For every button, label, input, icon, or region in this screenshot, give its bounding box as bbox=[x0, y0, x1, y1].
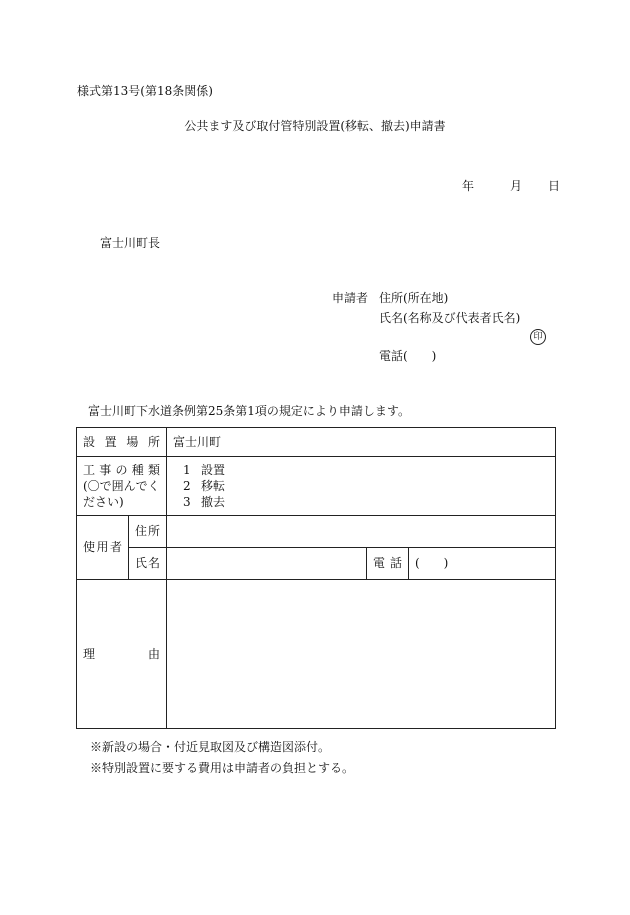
user-name-label-cell bbox=[129, 548, 167, 580]
user-address-field[interactable] bbox=[167, 516, 556, 548]
option-num: 1 bbox=[183, 462, 191, 477]
location-label-cell bbox=[77, 428, 167, 457]
location-label: 設 置 場 所 bbox=[83, 434, 160, 449]
date-line bbox=[462, 180, 560, 192]
location-value: 富士川町 bbox=[167, 428, 556, 457]
table-row-reason bbox=[77, 580, 556, 729]
date-year: 年 bbox=[462, 179, 475, 193]
work-type-options bbox=[167, 457, 556, 516]
user-label: 使 用 者 bbox=[83, 540, 122, 555]
document-title: 公共ます及び取付管特別設置(移転、撤去)申請書 bbox=[184, 119, 446, 133]
addressee: 富士川町長 bbox=[100, 236, 161, 250]
work-type-label-cell bbox=[77, 457, 167, 516]
table-row-user-address bbox=[77, 516, 556, 548]
user-address-label-cell bbox=[129, 516, 167, 548]
table-row-user-name bbox=[77, 548, 556, 580]
reason-label-2: 由 bbox=[147, 646, 160, 661]
option-num: 2 bbox=[183, 478, 191, 493]
reason-label-1: 理 bbox=[83, 646, 96, 661]
option-label: 設置 bbox=[201, 462, 226, 477]
user-phone-label: 電 話 bbox=[373, 556, 402, 571]
applicant-phone-label: 電話( ) bbox=[379, 349, 437, 363]
intro-text: 富士川町下水道条例第25条第1項の規定により申請します。 bbox=[88, 404, 410, 418]
work-type-note-2: ださい) bbox=[83, 495, 124, 510]
option-remove[interactable] bbox=[183, 494, 549, 510]
application-table bbox=[76, 427, 556, 729]
option-relocate[interactable] bbox=[183, 478, 549, 494]
note-cost: ※特別設置に要する費用は申請者の負担とする。 bbox=[90, 761, 355, 775]
user-label-cell bbox=[77, 516, 129, 580]
user-name-label: 氏 名 bbox=[135, 556, 160, 571]
seal-mark: 印 bbox=[530, 329, 546, 345]
applicant-address-label: 住所(所在地) bbox=[379, 291, 449, 305]
date-month: 月 bbox=[510, 179, 523, 193]
option-label: 移転 bbox=[201, 478, 226, 493]
applicant-name-label: 氏名(名称及び代表者氏名) bbox=[379, 311, 521, 325]
reason-label bbox=[83, 646, 160, 662]
user-phone-label-cell bbox=[367, 548, 409, 580]
option-num: 3 bbox=[183, 495, 191, 510]
form-number: 様式第13号(第18条関係) bbox=[77, 84, 213, 98]
reason-label-cell bbox=[77, 580, 167, 729]
reason-field[interactable] bbox=[167, 580, 556, 729]
work-type-label: 工 事 の 種 類 bbox=[83, 462, 160, 477]
work-type-note-1: (〇で囲んでく bbox=[83, 478, 160, 493]
date-day: 日 bbox=[548, 179, 561, 193]
note-attachment: ※新設の場合・付近見取図及び構造図添付。 bbox=[90, 740, 331, 754]
option-install[interactable] bbox=[183, 462, 549, 478]
table-row-work-type bbox=[77, 457, 556, 516]
option-label: 撤去 bbox=[201, 495, 226, 510]
user-phone-field[interactable]: ( ) bbox=[409, 548, 556, 580]
user-name-field[interactable] bbox=[167, 548, 367, 580]
table-row-location bbox=[77, 428, 556, 457]
user-address-label: 住 所 bbox=[135, 524, 160, 539]
applicant-label: 申請者 bbox=[332, 291, 369, 305]
